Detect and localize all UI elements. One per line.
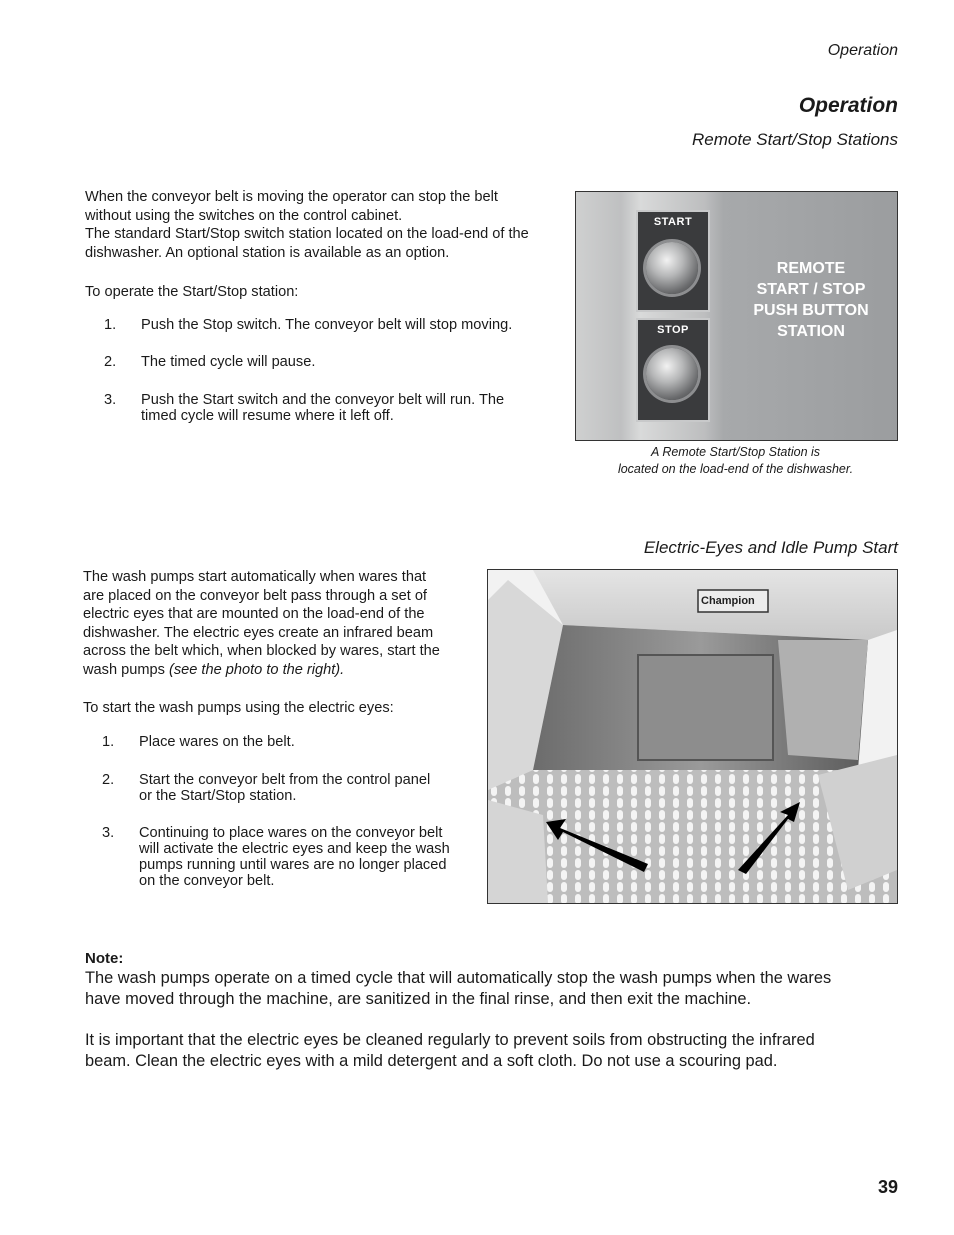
- start-plate: [636, 210, 710, 312]
- step-number: 3.: [104, 392, 117, 408]
- step-text: Push the Stop switch. The conveyor belt will stop moving.: [141, 317, 513, 333]
- step-text: The timed cycle will pause.: [141, 354, 316, 370]
- remote-step-3: [104, 392, 564, 426]
- para-line: When the conveyor belt is moving the operator can stop the belt: [85, 189, 498, 205]
- stop-label: STOP: [657, 324, 689, 336]
- step-line: Continuing to place wares on the conveyor belt: [139, 825, 443, 841]
- step-number: 1.: [102, 734, 115, 750]
- note-label: Note:: [85, 950, 124, 967]
- step-line: timed cycle will resume where it left off.: [141, 408, 394, 424]
- para-line: The wash pumps start automatically when wares that: [83, 569, 427, 585]
- step-number: 3.: [102, 825, 115, 841]
- step-text: [139, 825, 450, 889]
- stop-plate: [636, 318, 710, 422]
- para-text: wash pumps: [83, 661, 169, 678]
- note-paragraph-1: [85, 968, 885, 1010]
- step-line: will activate the electric eyes and keep the wash: [139, 841, 450, 857]
- step-text: Place wares on the belt.: [139, 734, 295, 750]
- overlay-line: REMOTE: [776, 260, 846, 277]
- note-line: It is important that the electric eyes be cleaned regularly to prevent soils from obstructing the infrared: [85, 1031, 815, 1049]
- eyes-step-1: [102, 734, 482, 752]
- note-line: have moved through the machine, are sanitized in the final rinse, and then exit the machine.: [85, 990, 752, 1008]
- overlay-line: PUSH BUTTON: [753, 302, 869, 319]
- eyes-step-2: [102, 772, 482, 806]
- caption-line: A Remote Start/Stop Station is: [650, 445, 821, 459]
- photo-overlay-label: [726, 258, 896, 342]
- overlay-line: START / STOP: [756, 281, 866, 298]
- remote-station-photo: [575, 191, 898, 441]
- note-paragraph-2: [85, 1030, 885, 1072]
- electric-eyes-steps-intro: To start the wash pumps using the electric eyes:: [83, 700, 394, 716]
- dishwasher-illustration: [488, 570, 897, 903]
- page-number: 39: [877, 1177, 898, 1197]
- para-line: without using the switches on the control cabinet.: [85, 207, 403, 224]
- electric-eyes-photo: [487, 569, 898, 904]
- note-line: beam. Clean the electric eyes with a mild detergent and a soft cloth. Do not use a scouring pad.: [85, 1052, 778, 1070]
- note-line: The wash pumps operate on a timed cycle that will automatically stop the wash pumps when the wares: [85, 969, 832, 987]
- step-line: pumps running until wares are no longer placed: [139, 857, 447, 873]
- running-header: Operation: [827, 42, 898, 59]
- start-label: START: [653, 216, 693, 228]
- stop-button-icon: [646, 348, 698, 400]
- para-line: are placed on the conveyor belt pass through a set of: [83, 587, 427, 604]
- para-line: [83, 661, 440, 680]
- remote-photo-caption: [575, 444, 896, 478]
- step-line: or the Start/Stop station.: [139, 788, 297, 804]
- eyes-step-3: [102, 825, 482, 891]
- para-line: electric eyes that are mounted on the load-end of the: [83, 606, 425, 622]
- para-line: dishwasher. An optional station is available as an option.: [85, 244, 450, 261]
- electric-eyes-paragraph: [83, 568, 440, 679]
- photo-reference: (see the photo to the right).: [168, 661, 345, 678]
- remote-step-2: [104, 354, 564, 372]
- brand-label: Champion: [701, 595, 755, 607]
- caption-line: located on the load-end of the dishwasher.: [617, 462, 854, 476]
- step-number: 1.: [104, 317, 117, 333]
- section-heading-remote: Remote Start/Stop Stations: [692, 130, 898, 149]
- step-line: Push the Start switch and the conveyor belt will run. The: [141, 392, 505, 408]
- step-text: [139, 772, 430, 804]
- para-line: The standard Start/Stop switch station located on the load-end of the: [85, 226, 529, 242]
- overlay-line: STATION: [777, 323, 845, 340]
- section-heading-electric-eyes: Electric-Eyes and Idle Pump Start: [643, 538, 898, 557]
- step-number: 2.: [104, 354, 117, 370]
- start-button-icon: [646, 242, 698, 294]
- para-line: dishwasher. The electric eyes create an infrared beam: [83, 624, 434, 641]
- page-title: Operation: [798, 94, 898, 117]
- step-line: Start the conveyor belt from the control panel: [139, 772, 431, 788]
- step-line: on the conveyor belt.: [139, 873, 275, 889]
- para-line: across the belt which, when blocked by wares, start the: [83, 643, 440, 659]
- remote-step-1: [104, 317, 564, 335]
- remote-steps-intro: To operate the Start/Stop station:: [85, 284, 299, 300]
- remote-intro-paragraph: [85, 188, 529, 262]
- step-text: [141, 392, 504, 424]
- step-number: 2.: [102, 772, 115, 788]
